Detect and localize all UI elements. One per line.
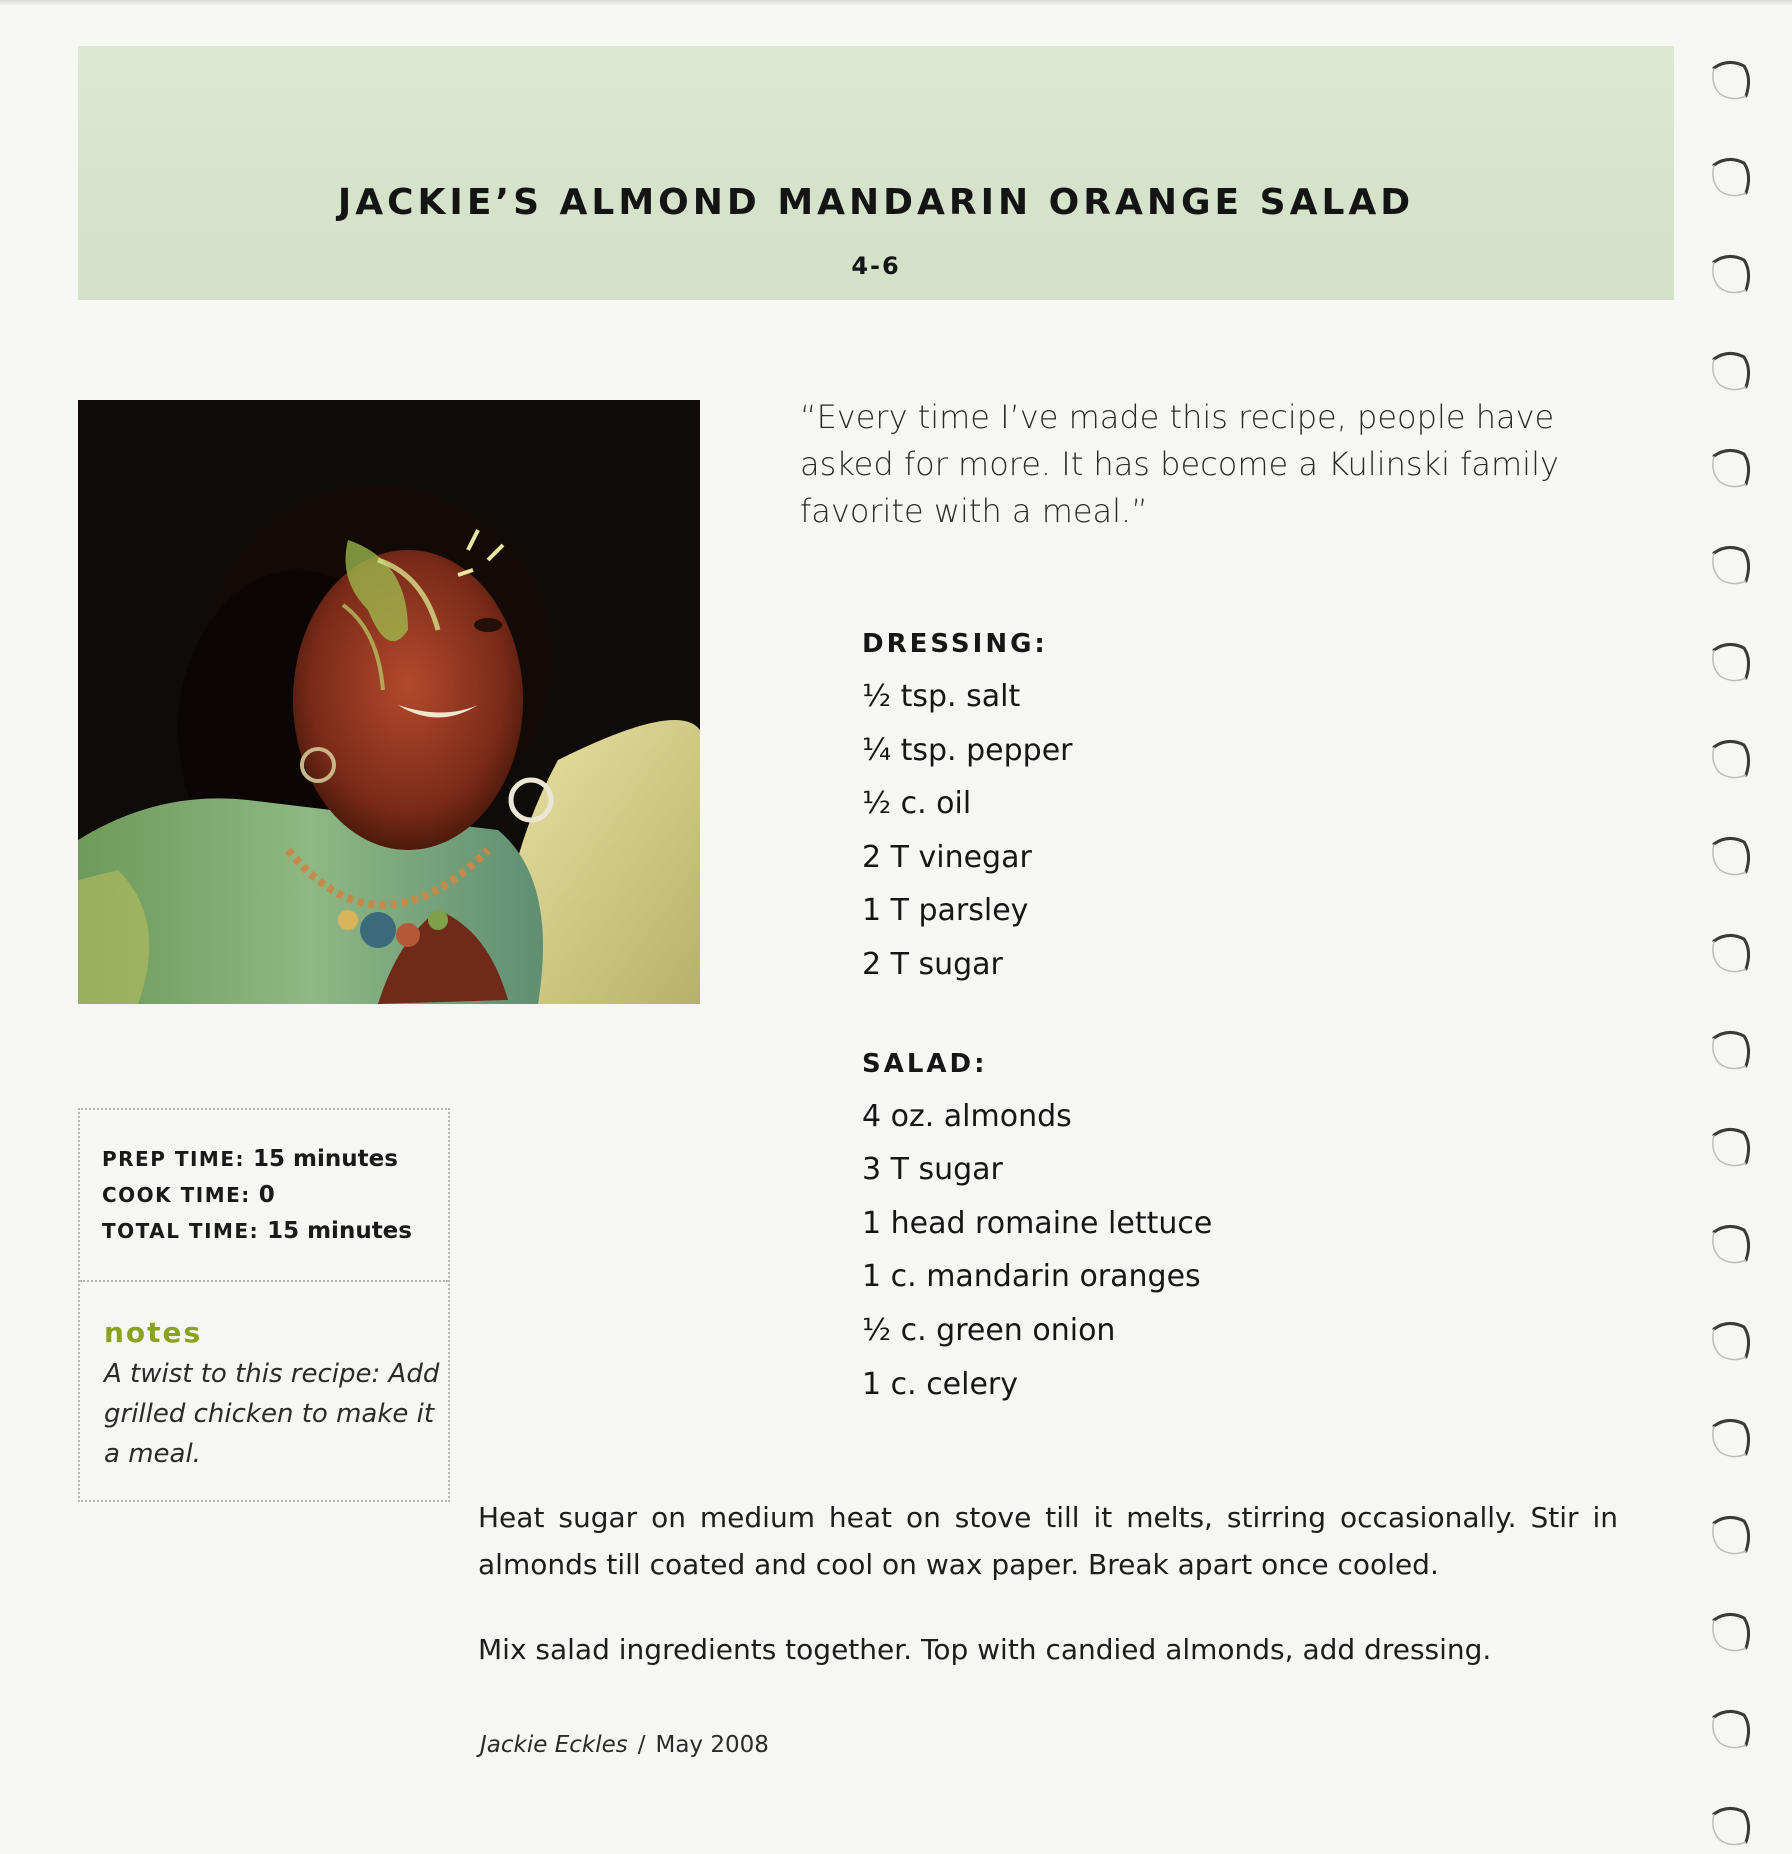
byline-date: May 2008 bbox=[655, 1732, 769, 1758]
salad-item: 4 oz. almonds bbox=[862, 1098, 1072, 1134]
salad-item: ½ c. green onion bbox=[862, 1312, 1116, 1348]
servings: 4-6 bbox=[851, 252, 901, 280]
binder-hole-icon bbox=[1706, 151, 1758, 203]
author-name: Jackie Eckles bbox=[480, 1732, 628, 1758]
binder-hole-icon bbox=[1706, 1024, 1758, 1076]
dressing-heading: DRESSING: bbox=[862, 629, 1048, 659]
binder-hole-icon bbox=[1706, 1606, 1758, 1658]
binder-hole-icon bbox=[1706, 54, 1758, 106]
total-time-value: 15 minutes bbox=[267, 1218, 412, 1244]
binder-hole-icon bbox=[1706, 1121, 1758, 1173]
binder-hole-icon bbox=[1706, 927, 1758, 979]
dressing-list bbox=[862, 670, 1502, 992]
directions bbox=[478, 1494, 1618, 1711]
binder-hole-icon bbox=[1706, 1218, 1758, 1270]
dressing-item: 2 T sugar bbox=[862, 946, 1003, 982]
binder-hole-icon bbox=[1706, 1315, 1758, 1367]
prep-time-value: 15 minutes bbox=[253, 1146, 398, 1172]
salad-heading: SALAD: bbox=[862, 1048, 988, 1079]
photo-illustration bbox=[78, 400, 700, 1004]
cook-time-value: 0 bbox=[258, 1182, 275, 1208]
recipe-title: JACKIE’S ALMOND MANDARIN ORANGE SALAD bbox=[337, 182, 1415, 223]
recipe-quote: “Every time I’ve made this recipe, people have asked for more. It has become a Kulinski family favorite with a meal.” bbox=[800, 398, 1559, 530]
notes-text: A twist to this recipe: Add grilled chicken to make it a meal. bbox=[104, 1359, 440, 1469]
byline bbox=[480, 1732, 769, 1758]
total-time-label: TOTAL TIME: bbox=[102, 1219, 260, 1243]
binder-hole-icon bbox=[1706, 1509, 1758, 1561]
byline-separator: / bbox=[637, 1732, 646, 1758]
direction-step: Mix salad ingredients together. Top with candied almonds, add dressing. bbox=[478, 1633, 1492, 1666]
binder-hole-icon bbox=[1706, 636, 1758, 688]
binder-hole-icon bbox=[1706, 1703, 1758, 1755]
salad-item: 1 head romaine lettuce bbox=[862, 1205, 1213, 1241]
box-divider bbox=[80, 1280, 448, 1282]
binder-hole-icon bbox=[1706, 1412, 1758, 1464]
notes-heading: notes bbox=[104, 1316, 203, 1349]
binder-hole-icon bbox=[1706, 442, 1758, 494]
recipe-author-photo bbox=[78, 400, 700, 1004]
binder-hole-icon bbox=[1706, 248, 1758, 300]
salad-list bbox=[862, 1090, 1502, 1412]
title-band bbox=[78, 46, 1674, 300]
prep-time-row bbox=[102, 1146, 398, 1172]
binder-hole-icon bbox=[1706, 733, 1758, 785]
direction-step: Heat sugar on medium heat on stove till it melts, stirring occasionally. Stir in almonds till coated and cool on wax paper. Break apart once cooled. bbox=[478, 1501, 1618, 1581]
ingredients-section bbox=[862, 624, 1502, 1411]
binder-hole-icon bbox=[1706, 345, 1758, 397]
binder-hole-icon bbox=[1706, 830, 1758, 882]
salad-item: 3 T sugar bbox=[862, 1152, 1003, 1188]
salad-item: 1 c. mandarin oranges bbox=[862, 1259, 1201, 1295]
binder-hole-icon bbox=[1706, 539, 1758, 591]
total-time-row bbox=[102, 1218, 412, 1244]
salad-item: 1 c. celery bbox=[862, 1366, 1019, 1402]
prep-time-label: PREP TIME: bbox=[102, 1147, 245, 1171]
binder-holes bbox=[1706, 54, 1766, 1854]
time-notes-box bbox=[78, 1108, 450, 1502]
dressing-item: ¼ tsp. pepper bbox=[862, 732, 1073, 768]
dressing-item: ½ tsp. salt bbox=[862, 679, 1021, 714]
cook-time-label: COOK TIME: bbox=[102, 1183, 251, 1207]
page-top-edge bbox=[0, 0, 1792, 6]
dressing-item: 1 T parsley bbox=[862, 893, 1029, 929]
dressing-item: 2 T vinegar bbox=[862, 839, 1032, 875]
cook-time-row bbox=[102, 1182, 275, 1208]
binder-hole-icon bbox=[1706, 1800, 1758, 1852]
dressing-item: ½ c. oil bbox=[862, 786, 972, 822]
